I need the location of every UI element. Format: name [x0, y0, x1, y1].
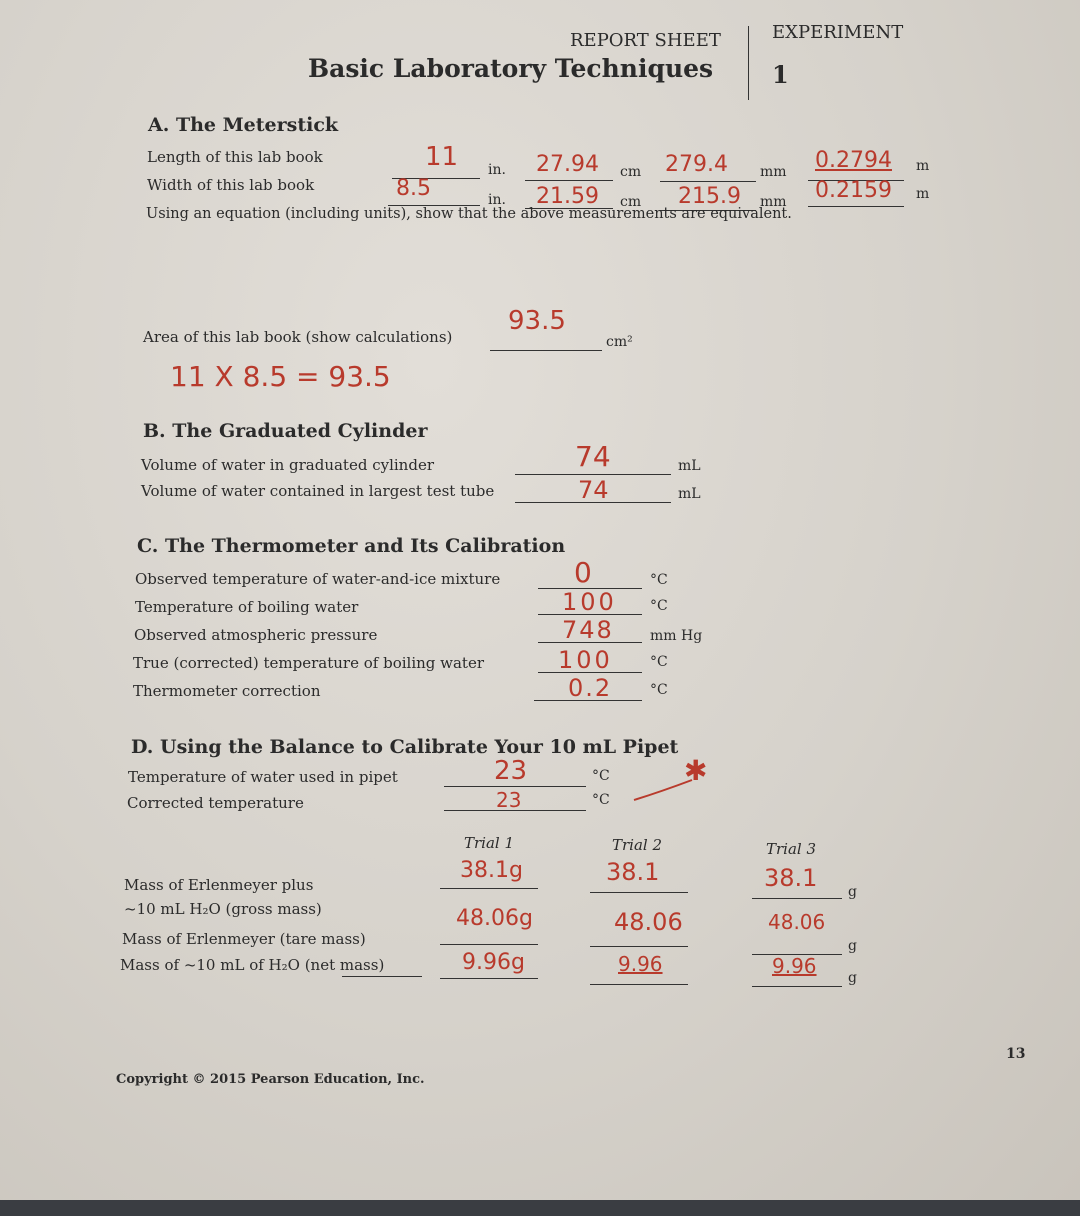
thermometer-correction-value: 0.2 — [568, 674, 613, 702]
corrected-temperature-value: 23 — [496, 788, 522, 812]
boiling-water-value: 100 — [562, 588, 617, 616]
area-label: Area of this lab book (show calculations) — [143, 328, 453, 346]
trial-2-heading: Trial 2 — [612, 836, 663, 854]
corrected-temperature-line — [444, 810, 586, 811]
ice-mixture-unit: °C — [650, 572, 668, 588]
pipet-temperature-label: Temperature of water used in pipet — [128, 768, 398, 786]
graduated-cylinder-label: Volume of water in graduated cylinder — [141, 456, 434, 474]
length-in-unit: in. — [488, 162, 506, 178]
test-tube-value: 74 — [578, 476, 609, 504]
atmospheric-pressure-value: 748 — [562, 616, 614, 644]
thermometer-correction-unit: °C — [650, 682, 668, 698]
experiment-label: EXPERIMENT — [772, 22, 904, 43]
boiling-water-unit: °C — [650, 598, 668, 614]
trial-1-net-value: 9.96g — [462, 950, 525, 975]
length-in-value: 11 — [425, 142, 459, 172]
header-divider — [748, 26, 749, 100]
graduated-cylinder-line — [515, 474, 671, 475]
trial-1-net-line — [440, 978, 538, 979]
boiling-water-label: Temperature of boiling water — [135, 598, 359, 616]
section-b-heading: B. The Graduated Cylinder — [143, 420, 428, 442]
thermometer-correction-line — [534, 700, 642, 701]
trial-2-gross-value: 38.1 — [606, 858, 660, 886]
width-in-value: 8.5 — [396, 176, 431, 201]
true-temperature-value: 100 — [558, 646, 613, 674]
width-m-unit: m — [916, 186, 930, 202]
length-cm-value: 27.94 — [536, 152, 599, 177]
report-sheet-label: REPORT SHEET — [570, 30, 721, 51]
page-title: Basic Laboratory Techniques — [308, 54, 714, 83]
pipet-temperature-line — [444, 786, 586, 787]
corrected-temperature-unit: °C — [592, 792, 610, 808]
trial-2-net-value: 9.96 — [618, 952, 663, 976]
trial-1-gross-line — [440, 888, 538, 889]
trial-2-tare-line — [590, 946, 688, 947]
trial-3-tare-value: 48.06 — [768, 910, 826, 934]
length-mm-value: 279.4 — [665, 152, 728, 177]
trial-1-heading: Trial 1 — [464, 834, 515, 852]
thermometer-correction-label: Thermometer correction — [133, 682, 321, 700]
pipet-temperature-unit: °C — [592, 768, 610, 784]
desk-edge — [0, 1200, 1080, 1216]
trial-3-gross-unit: g — [848, 884, 857, 900]
width-m-line — [808, 206, 904, 207]
pipet-temperature-value: 23 — [494, 756, 528, 786]
page-number: 13 — [1006, 1046, 1026, 1062]
graduated-cylinder-unit: mL — [678, 458, 701, 474]
trial-3-net-line — [752, 986, 842, 987]
area-value: 93.5 — [508, 306, 566, 336]
annotation-star: ✱ — [684, 754, 708, 787]
atmospheric-pressure-unit: mm Hg — [650, 628, 703, 644]
net-mass-label-underline — [342, 976, 422, 977]
section-c-heading: C. The Thermometer and Its Calibration — [137, 535, 566, 557]
width-mm-value: 215.9 — [678, 184, 741, 209]
trial-2-gross-line — [590, 892, 688, 893]
copyright-notice: Copyright © 2015 Pearson Education, Inc. — [116, 1072, 425, 1087]
test-tube-label: Volume of water contained in largest test tube — [141, 482, 495, 500]
gross-mass-label-line-2: ~10 mL H₂O (gross mass) — [124, 900, 322, 918]
width-cm-unit: cm — [620, 194, 642, 210]
length-label: Length of this lab book — [147, 148, 323, 166]
trial-2-tare-value: 48.06 — [614, 908, 683, 936]
true-temperature-label: True (corrected) temperature of boiling water — [133, 654, 484, 672]
trial-3-heading: Trial 3 — [766, 840, 817, 858]
area-calculation: 11 X 8.5 = 93.5 — [170, 360, 391, 393]
true-temperature-unit: °C — [650, 654, 668, 670]
test-tube-line — [515, 502, 671, 503]
area-line — [490, 350, 602, 351]
graduated-cylinder-value: 74 — [575, 440, 611, 473]
ice-mixture-label: Observed temperature of water-and-ice mixture — [135, 570, 501, 588]
atmospheric-pressure-line — [538, 642, 642, 643]
length-mm-unit: mm — [760, 164, 787, 180]
trial-3-net-value: 9.96 — [772, 954, 817, 978]
section-a-heading: A. The Meterstick — [148, 114, 339, 136]
corrected-temperature-label: Corrected temperature — [127, 794, 304, 812]
trial-3-gross-line — [752, 898, 842, 899]
test-tube-unit: mL — [678, 486, 701, 502]
trial-3-net-unit: g — [848, 970, 857, 986]
boiling-water-line — [538, 614, 642, 615]
equation-instruction: Using an equation (including units), show that the above measurements are equivalent. — [146, 206, 792, 222]
length-m-unit: m — [916, 158, 930, 174]
area-unit: cm² — [606, 334, 633, 350]
length-mm-line — [660, 181, 756, 182]
length-cm-line — [525, 180, 613, 181]
width-mm-unit: mm — [760, 194, 787, 210]
trial-1-tare-value: 48.06g — [456, 906, 533, 931]
width-in-unit: in. — [488, 192, 506, 208]
trial-3-gross-value: 38.1 — [764, 864, 818, 892]
atmospheric-pressure-label: Observed atmospheric pressure — [134, 626, 378, 644]
ice-mixture-value: 0 — [574, 556, 592, 589]
trial-1-tare-line — [440, 944, 538, 945]
length-cm-unit: cm — [620, 164, 642, 180]
width-label: Width of this lab book — [147, 176, 315, 194]
tare-mass-label: Mass of Erlenmeyer (tare mass) — [122, 930, 366, 948]
length-m-value: 0.2794 — [815, 148, 892, 173]
trial-2-net-line — [590, 984, 688, 985]
true-temperature-line — [538, 672, 642, 673]
width-cm-value: 21.59 — [536, 184, 599, 209]
width-m-value: 0.2159 — [815, 178, 892, 203]
gross-mass-label-line-1: Mass of Erlenmeyer plus — [124, 876, 314, 894]
trial-1-gross-value: 38.1g — [460, 858, 523, 883]
experiment-number: 1 — [772, 60, 789, 89]
net-mass-label: Mass of ~10 mL of H₂O (net mass) — [120, 956, 385, 974]
section-d-heading: D. Using the Balance to Calibrate Your 10 mL Pipet — [131, 736, 679, 758]
trial-3-tare-unit: g — [848, 938, 857, 954]
